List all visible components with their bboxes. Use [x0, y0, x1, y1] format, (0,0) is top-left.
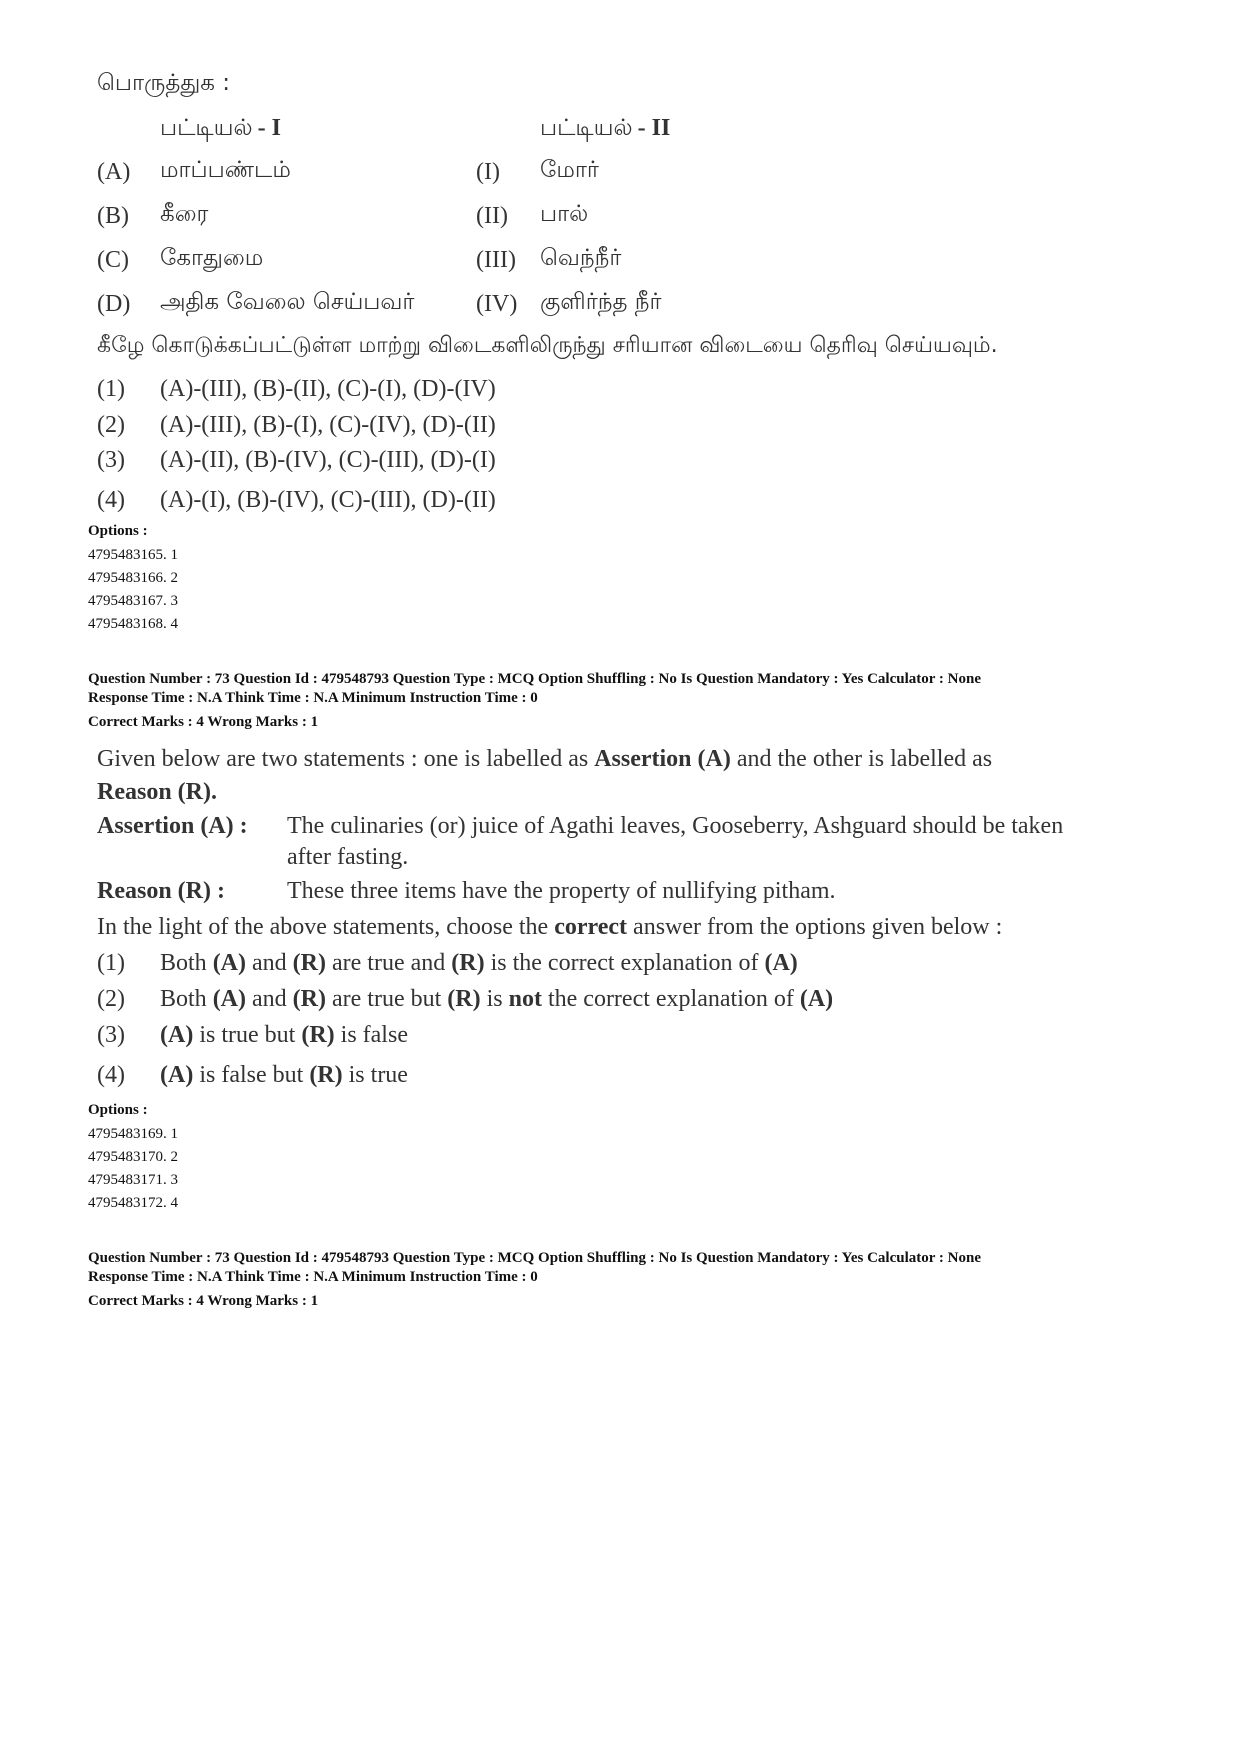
row-left-label: (B) [97, 203, 129, 229]
option-id: 4795483166. 2 [88, 570, 178, 586]
option-id: 4795483167. 3 [88, 593, 178, 609]
marks-line: Correct Marks : 4 Wrong Marks : 1 [88, 1293, 319, 1309]
choice-text: Both (A) and (R) are true but (R) is not the correct explanation of (A) [160, 986, 834, 1012]
assertion-term: Assertion (A) [594, 746, 731, 772]
q73-options-label: Options : [88, 1102, 148, 1118]
q73-intro-reason [97, 777, 217, 807]
list1-num: - I [257, 115, 281, 141]
list2-title [540, 113, 670, 144]
question-meta-line: Response Time : N.A Think Time : N.A Minimum Instruction Time : 0 [88, 1269, 538, 1285]
list1-title-text: பட்டியல் [160, 115, 253, 141]
question-meta-line: Question Number : 73 Question Id : 479548793 Question Type : MCQ Option Shuffling : No Is Question Mandatory : Yes Calculator : None [88, 671, 981, 687]
row-left-text: அதிக வேலை செய்பவர் [160, 289, 415, 315]
choice-number: (3) [97, 1022, 125, 1048]
q72-options-label: Options : [88, 523, 148, 539]
assertion-text-line: The culinaries (or) juice of Agathi leaves, Gooseberry, Ashguard should be taken [287, 813, 1064, 839]
list1-title [160, 113, 281, 144]
option-id: 4795483169. 1 [88, 1126, 178, 1142]
choice-number: (2) [97, 412, 125, 438]
row-left-label: (C) [97, 247, 129, 273]
marks-line: Correct Marks : 4 Wrong Marks : 1 [88, 714, 319, 730]
intro-text: and the other is labelled as [730, 746, 993, 772]
row-right-text: வெந்நீர் [540, 245, 622, 271]
reason-term: Reason (R). [97, 779, 217, 805]
q73-intro [97, 744, 992, 774]
choice-text: (A)-(II), (B)-(IV), (C)-(III), (D)-(I) [160, 447, 496, 473]
reason-label: Reason (R) : [97, 878, 225, 904]
choice-number: (4) [97, 487, 125, 513]
row-right-label: (II) [476, 203, 508, 229]
row-left-text: மாப்பண்டம் [160, 157, 291, 183]
q72-instruction: கீழே கொடுக்கப்பட்டுள்ள மாற்று விடைகளிலிருந்து சரியான விடையை தெரிவு செய்யவும். [97, 333, 998, 358]
row-left-text: கோதுமை [160, 245, 264, 271]
intro-text: Given below are two statements : one is labelled as [97, 746, 595, 772]
assertion-text-line: after fasting. [287, 844, 409, 870]
assertion-label: Assertion (A) : [97, 813, 248, 839]
option-id: 4795483171. 3 [88, 1172, 178, 1188]
choice-text: Both (A) and (R) are true and (R) is the correct explanation of (A) [160, 950, 798, 976]
row-left-text: கீரை [160, 201, 209, 227]
list2-num: - II [637, 115, 671, 141]
row-right-text: பால் [540, 201, 589, 227]
question-meta-line: Question Number : 73 Question Id : 479548793 Question Type : MCQ Option Shuffling : No Is Question Mandatory : Yes Calculator : None [88, 1250, 981, 1266]
choice-number: (2) [97, 986, 125, 1012]
option-id: 4795483172. 4 [88, 1195, 178, 1211]
choice-number: (1) [97, 376, 125, 402]
row-right-label: (III) [476, 247, 516, 273]
option-id: 4795483168. 4 [88, 616, 178, 632]
option-id: 4795483165. 1 [88, 547, 178, 563]
row-left-label: (D) [97, 291, 131, 317]
choice-text: (A) is false but (R) is true [160, 1062, 408, 1088]
row-left-label: (A) [97, 159, 131, 185]
question-meta-line: Response Time : N.A Think Time : N.A Minimum Instruction Time : 0 [88, 690, 538, 706]
choice-text: (A)-(III), (B)-(I), (C)-(IV), (D)-(II) [160, 412, 496, 438]
choice-number: (4) [97, 1062, 125, 1088]
row-right-text: குளிர்ந்த நீர் [540, 289, 662, 315]
row-right-label: (IV) [476, 291, 518, 317]
choice-text: (A)-(I), (B)-(IV), (C)-(III), (D)-(II) [160, 487, 496, 513]
row-right-label: (I) [476, 159, 500, 185]
choice-number: (3) [97, 447, 125, 473]
q72-heading: பொருத்துக : [97, 70, 231, 96]
q73-instruction: In the light of the above statements, choose the correct answer from the options given below : [97, 914, 1003, 940]
choice-number: (1) [97, 950, 125, 976]
choice-text: (A)-(III), (B)-(II), (C)-(I), (D)-(IV) [160, 376, 496, 402]
list2-title-text: பட்டியல் [540, 115, 633, 141]
reason-text: These three items have the property of nullifying pitham. [287, 878, 836, 904]
row-right-text: மோர் [540, 157, 599, 183]
choice-text: (A) is true but (R) is false [160, 1022, 408, 1048]
option-id: 4795483170. 2 [88, 1149, 178, 1165]
